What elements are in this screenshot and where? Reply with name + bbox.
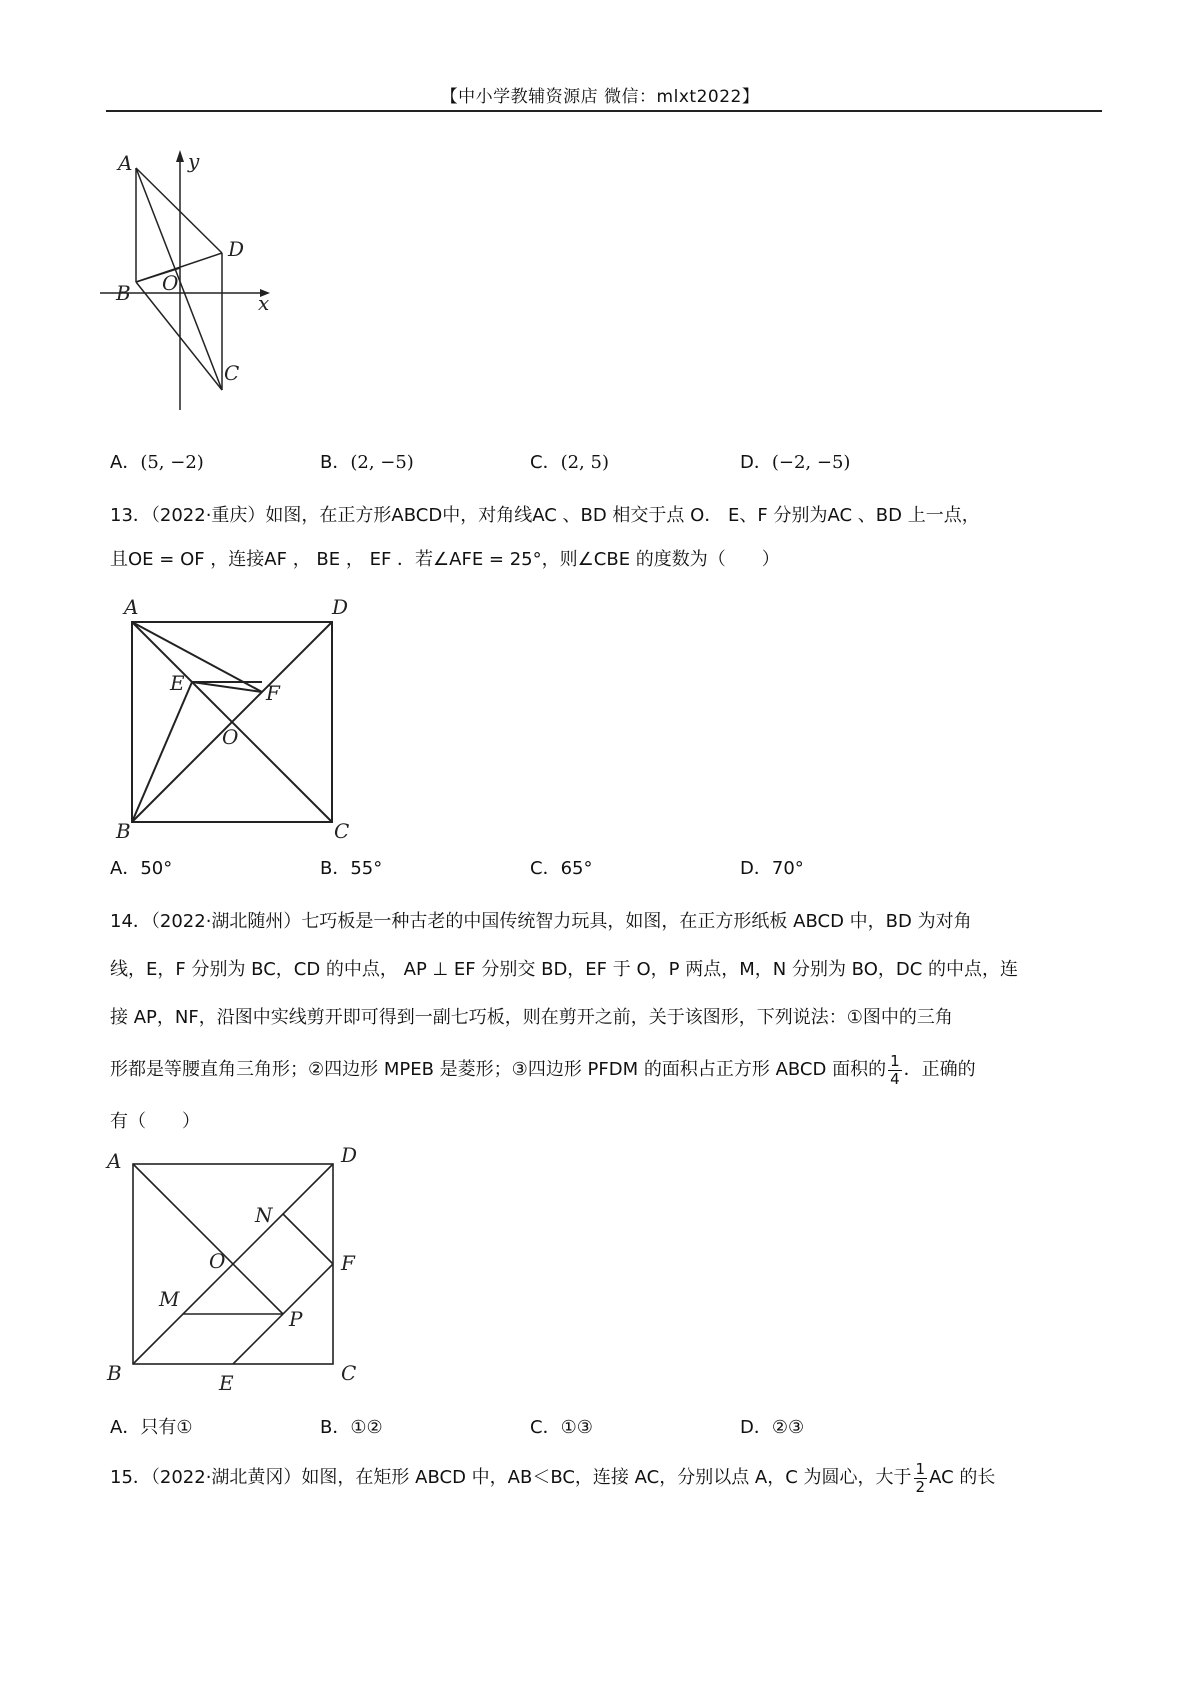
q14-option-a[interactable] (110, 1413, 192, 1439)
label-C: C (224, 361, 240, 385)
label-A: A (107, 1149, 122, 1173)
label-C: C (341, 1361, 357, 1385)
q12-option-d[interactable] (740, 448, 850, 474)
label-B: B (107, 1361, 122, 1385)
q13-option-a[interactable] (110, 854, 172, 880)
label-E: E (170, 671, 185, 695)
q15-line-1 (110, 1450, 1102, 1506)
option-value: 65° (560, 858, 593, 879)
q13-text (110, 494, 1102, 582)
option-letter: B． (320, 858, 351, 879)
q14-line-3: 接 AP，NF，沿图中实线剪开即可得到一副七巧板，则在剪开之前，关于该图形，下列说法：①图中的三角 (110, 1007, 953, 1028)
q12-option-c[interactable] (530, 448, 609, 474)
label-A: A (124, 595, 139, 619)
fraction-numerator: 1 (915, 1459, 926, 1478)
q14-line-2: 线，E，F 分别为 BC，CD 的中点， AP ⊥ EF 分别交 BD，EF 于 O，P 两点，M，N 分别为 BO，DC 的中点，连 (110, 959, 1019, 980)
label-x: x (258, 291, 270, 315)
q14-option-d[interactable] (740, 1413, 804, 1439)
segment-BE (132, 682, 192, 822)
q15-text (110, 1450, 1102, 1506)
page-header: 【中小学教辅资源店 微信：mlxt2022】 (440, 87, 760, 107)
option-letter: D． (740, 1417, 772, 1438)
label-M: M (159, 1287, 180, 1311)
label-D: D (228, 237, 245, 261)
option-value: ①③ (560, 1417, 593, 1438)
label-C: C (334, 819, 350, 842)
q15-line-1-text: 15．（2022·湖北黄冈）如图，在矩形 ABCD 中，AB＜BC，连接 AC，分别以点 A，C 为圆心，大于 (110, 1467, 912, 1488)
option-letter: B． (320, 1417, 351, 1438)
q12-coordinate-figure (100, 150, 300, 420)
label-B: B (116, 281, 131, 305)
option-letter: C． (530, 858, 561, 879)
q14-text (110, 898, 1102, 1146)
q13-square-figure (112, 592, 362, 842)
q13-option-c[interactable] (530, 854, 592, 880)
q14-options (110, 1413, 1010, 1445)
q14-line-5: 有（ ） (110, 1111, 200, 1132)
q14-line-4-text: 形都是等腰直角三角形；②四边形 MPEB 是菱形；③四边形 PFDM 的面积占正方形 ABCD 面积的 (110, 1059, 887, 1080)
q14-tangram-figure (105, 1140, 365, 1400)
option-letter: A． (110, 1417, 141, 1438)
q14-line-4 (110, 1042, 1102, 1098)
q13-option-b[interactable] (320, 854, 382, 880)
option-letter: C． (530, 452, 561, 473)
option-value: ①② (350, 1417, 383, 1438)
q15-line-1-end: AC 的长 (929, 1467, 996, 1488)
q14-line-1: 14．（2022·湖北随州）七巧板是一种古老的中国传统智力玩具，如图，在正方形纸板 ABCD 中，BD 为对角 (110, 911, 972, 932)
label-F: F (266, 681, 280, 705)
q12-options (110, 448, 1010, 480)
option-value: (5, −2) (140, 452, 204, 473)
q14-option-b[interactable] (320, 1413, 383, 1439)
q12-option-a[interactable] (110, 448, 204, 474)
option-value: (2, −5) (350, 452, 414, 473)
q14-option-c[interactable] (530, 1413, 593, 1439)
label-E: E (219, 1371, 234, 1395)
segment-AC (136, 168, 222, 390)
fraction-denominator: 4 (890, 1069, 900, 1088)
option-value: 50° (140, 858, 173, 879)
label-O: O (162, 271, 179, 295)
fraction-denominator: 2 (915, 1477, 926, 1496)
label-A: A (118, 151, 133, 175)
option-value: (2, 5) (560, 452, 609, 473)
segment-BC (136, 282, 222, 390)
q14-line-4-end: ．正确的 (903, 1059, 976, 1080)
y-axis-arrow (176, 150, 184, 162)
fraction-one-half (914, 1461, 928, 1496)
q13-options (110, 854, 1010, 886)
option-value: 只有① (140, 1417, 193, 1438)
q13-line-2: 且OE = OF ，连接AF ， BE ， EF ．若∠AFE = 25°，则∠CBE 的度数为（ ） (110, 549, 780, 570)
option-value: 70° (771, 858, 804, 879)
segment-AP (133, 1164, 283, 1314)
q13-option-d[interactable] (740, 854, 804, 880)
q12-option-b[interactable] (320, 448, 414, 474)
label-F: F (341, 1251, 355, 1275)
label-O: O (222, 725, 239, 749)
option-value: ②③ (771, 1417, 805, 1438)
label-B: B (116, 819, 131, 842)
segment-NF (283, 1214, 333, 1264)
option-letter: B． (320, 452, 351, 473)
header-rule (106, 110, 1102, 112)
label-y: y (188, 150, 200, 173)
segment-AD (136, 168, 222, 253)
fraction-one-quarter (888, 1053, 902, 1088)
label-N: N (255, 1203, 273, 1227)
option-letter: D． (740, 858, 772, 879)
option-letter: A． (110, 452, 141, 473)
option-value: (−2, −5) (771, 452, 851, 473)
option-letter: D． (740, 452, 772, 473)
label-O: O (209, 1249, 226, 1273)
option-letter: A． (110, 858, 141, 879)
fraction-numerator: 1 (890, 1051, 900, 1070)
option-value: 55° (350, 858, 383, 879)
label-D: D (332, 595, 349, 619)
option-letter: C． (530, 1417, 561, 1438)
label-D: D (341, 1143, 358, 1167)
q13-line-1: 13．（2022·重庆）如图，在正方形ABCD中，对角线AC 、BD 相交于点 O． E、F 分别为AC 、BD 上一点， (110, 505, 980, 526)
label-P: P (289, 1307, 303, 1331)
